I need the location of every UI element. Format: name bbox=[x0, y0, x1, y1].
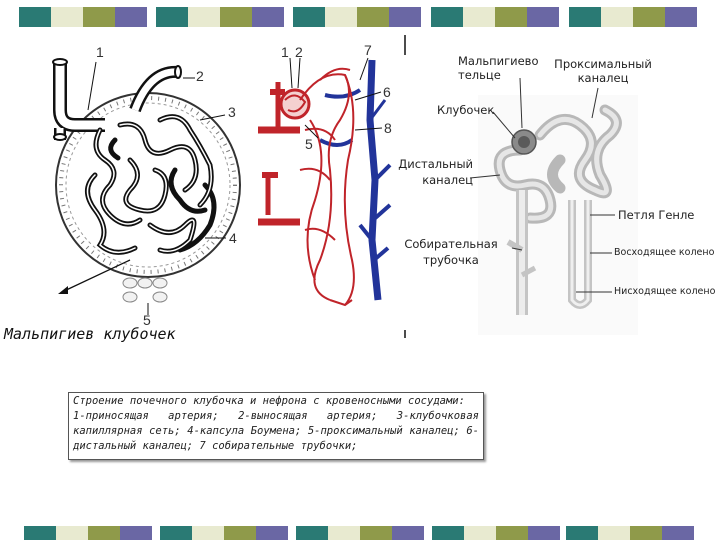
label-6-mid: 6 bbox=[383, 84, 391, 100]
glomerulus-drawing bbox=[53, 59, 240, 315]
label-7-mid: 7 bbox=[364, 42, 372, 58]
nephron-vessels-drawing bbox=[258, 58, 390, 305]
label-collecting-tube: Собирательная трубочка bbox=[404, 237, 498, 267]
label-8-mid: 8 bbox=[384, 120, 392, 136]
caption-box bbox=[68, 392, 484, 460]
label-glomerulus: Клубочек bbox=[437, 103, 495, 117]
label-descending-limb: Нисходящее колено bbox=[614, 286, 716, 297]
label-2-mid: 2 bbox=[295, 44, 303, 60]
label-distal-tubule: Дистальный каналец bbox=[398, 157, 473, 187]
label-1-mid: 1 bbox=[281, 44, 289, 60]
label-4-left: 4 bbox=[229, 230, 237, 246]
label-henle-loop: Петля Генле bbox=[618, 208, 695, 222]
label-proximal-tubule: Проксимальный каналец bbox=[554, 57, 652, 85]
label-ascending-limb: Восходящее колено bbox=[614, 247, 715, 258]
label-5-left: 5 bbox=[143, 312, 151, 328]
nephron-gray-drawing bbox=[470, 78, 638, 335]
label-5-mid: 5 bbox=[305, 136, 313, 152]
label-malpighian-body: Мальпигиево тельце bbox=[458, 54, 539, 82]
caption-line-2: 1-приносящая артерия; 2-выносящая артерия; 3-клубочковая капиллярная сеть; 4-капсула Боумена; 5-проксимальный каналец; 6-дистальный каналец; 7 собирательные трубочки; bbox=[73, 410, 479, 452]
label-3-left: 3 bbox=[228, 104, 236, 120]
caption-line-1: Строение почечного клубочка и нефрона с кровеносными сосудами: bbox=[73, 395, 465, 407]
label-1-left: 1 bbox=[96, 44, 104, 60]
glomerulus-title: Мальпигиев клубочек bbox=[4, 325, 176, 343]
label-2-left: 2 bbox=[196, 68, 204, 84]
